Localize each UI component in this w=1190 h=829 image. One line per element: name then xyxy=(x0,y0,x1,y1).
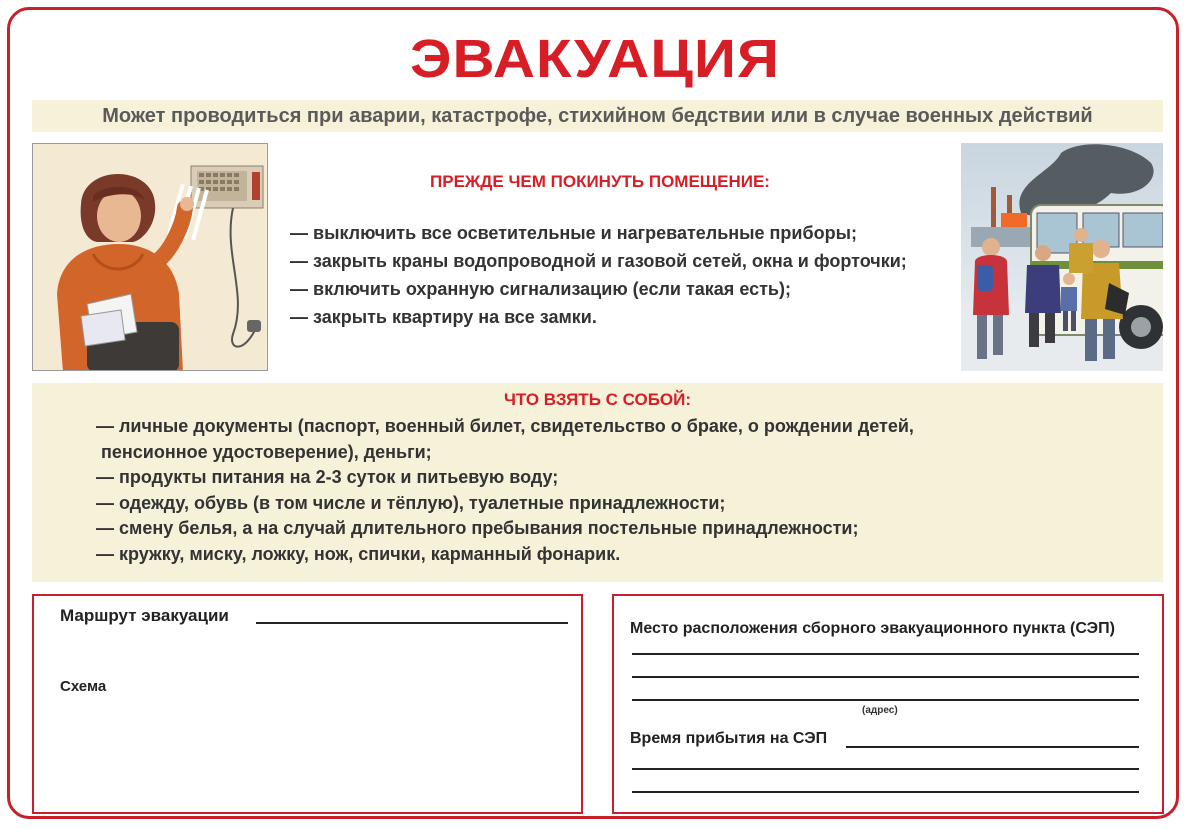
list-item: — закрыть квартиру на все замки. xyxy=(290,307,597,327)
what-to-take-heading: ЧТО ВЗЯТЬ С СОБОЙ: xyxy=(503,390,692,409)
list-item-line: — личные документы (паспорт, военный билет, свидетельство о браке, о рождении детей, xyxy=(96,416,914,436)
arrival-extra-line-1[interactable] xyxy=(632,768,1139,770)
subtitle-text: Может проводиться при аварии, катастрофе, стихийном бедствии или в случае военных действий xyxy=(102,105,1093,127)
arrival-extra-line-2[interactable] xyxy=(632,791,1139,793)
route-label: Маршрут эвакуации xyxy=(60,606,229,625)
woman-alarm-illustration xyxy=(32,143,268,371)
list-item: — выключить все осветительные и нагревательные приборы; xyxy=(290,223,857,243)
address-line-1[interactable] xyxy=(632,653,1139,655)
poster-title: ЭВАКУАЦИЯ xyxy=(409,29,781,89)
what-to-take-list xyxy=(96,414,914,567)
arrival-time-label: Время прибытия на СЭП xyxy=(630,730,828,747)
before-leaving-heading: ПРЕЖДЕ ЧЕМ ПОКИНУТЬ ПОМЕЩЕНИЕ: xyxy=(430,172,770,191)
list-item xyxy=(96,414,914,465)
evacuation-bus-illustration xyxy=(961,143,1163,371)
assembly-point-box xyxy=(612,594,1164,814)
address-line-2[interactable] xyxy=(632,676,1139,678)
woman-alarm-icon xyxy=(33,144,268,371)
list-item: — включить охранную сигнализацию (если такая есть); xyxy=(290,279,791,299)
list-item: — продукты питания на 2-3 суток и питьевую воду; xyxy=(96,467,559,487)
scheme-label: Схема xyxy=(60,678,107,695)
evacuation-bus-icon xyxy=(961,143,1163,371)
before-leaving-list xyxy=(290,219,907,331)
list-item: — смену белья, а на случай длительного пребывания постельные принадлежности; xyxy=(96,518,859,538)
route-box xyxy=(32,594,583,814)
address-hint: (адрес) xyxy=(862,705,898,716)
assembly-location-label: Место расположения сборного эвакуационного пункта (СЭП) xyxy=(630,620,1115,637)
route-fill-line[interactable] xyxy=(256,622,568,624)
list-item: — закрыть краны водопроводной и газовой сетей, окна и форточки; xyxy=(290,251,907,271)
address-line-3[interactable] xyxy=(632,699,1139,701)
arrival-time-line[interactable] xyxy=(846,746,1139,748)
list-item: — кружку, миску, ложку, нож, спички, карманный фонарик. xyxy=(96,543,621,564)
what-to-take-panel xyxy=(32,383,1163,582)
subtitle-bar xyxy=(32,100,1163,132)
list-item: — одежду, обувь (в том числе и тёплую), туалетные принадлежности; xyxy=(96,492,726,513)
list-item-continuation: пенсионное удостоверение), деньги; xyxy=(101,441,432,462)
